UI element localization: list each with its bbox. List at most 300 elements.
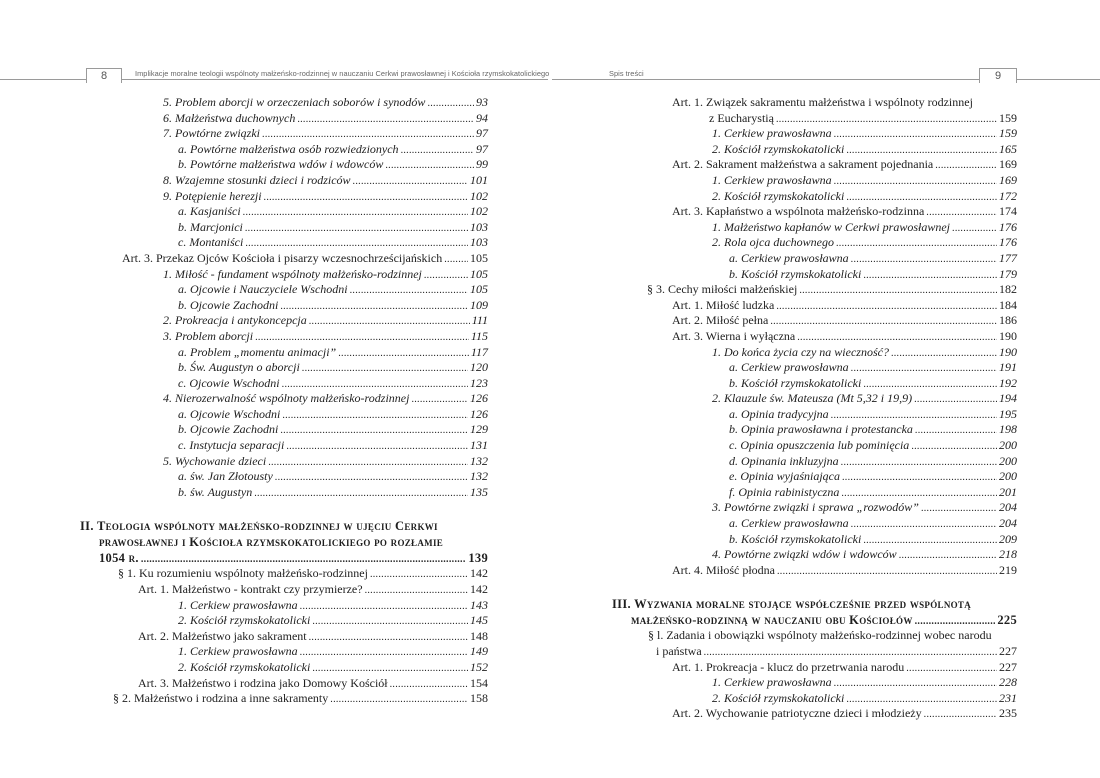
leader-dots	[836, 236, 997, 252]
toc-entry-page: 165	[999, 141, 1017, 156]
toc-entry-page: 154	[470, 675, 488, 690]
toc-entry-page: 200	[999, 438, 1017, 453]
chapter-title-line: 1054 r.	[99, 551, 139, 566]
leader-dots	[911, 439, 997, 455]
toc-entry	[80, 360, 488, 376]
leader-dots	[776, 299, 997, 315]
toc-entry-page: 105	[470, 282, 488, 297]
toc-entry	[612, 282, 1017, 298]
toc-entry	[80, 644, 488, 660]
toc-entry-title: Art. 2. Wychowanie patriotyczne dzieci i młodzieży	[672, 706, 922, 721]
toc-chapter-heading-iii	[612, 596, 1017, 628]
toc-entry-page: 102	[470, 188, 488, 203]
toc-entry-title: 2. Kościół rzymskokatolicki	[178, 660, 311, 674]
toc-entry-title: Art. 1. Małżeństwo - kontrakt czy przymierze?	[138, 582, 363, 597]
toc-entry-title: a. Ojcowie Wschodni	[178, 406, 281, 421]
toc-entry-title: Art. 2. Małżeństwo jako sakrament	[138, 628, 307, 643]
toc-entry-title: b. Kościół rzymskokatolicki	[729, 531, 862, 546]
toc-entry-page: 145	[470, 613, 488, 628]
toc-entry	[80, 676, 488, 692]
toc-entry-page: 97	[476, 126, 488, 141]
toc-entry-page: 131	[470, 438, 488, 453]
toc-entry	[80, 376, 488, 392]
toc-entry	[612, 95, 1017, 111]
leader-dots	[280, 423, 468, 439]
toc-entry-title: Art. 1. Prokreacja - klucz do przetrwania narodu	[672, 659, 905, 674]
leader-dots	[834, 127, 997, 143]
toc-entry	[80, 582, 488, 598]
toc-entry-title: 2. Kościół rzymskokatolicki	[712, 188, 845, 203]
leader-dots	[704, 645, 997, 661]
toc-entry	[612, 157, 1017, 173]
leader-dots	[309, 630, 468, 646]
toc-entry-title: a. Cerkiew prawosławna	[729, 250, 849, 265]
toc-entry	[612, 142, 1017, 158]
leader-dots	[851, 361, 997, 377]
toc-entry-page: 235	[999, 706, 1017, 721]
toc-entry	[612, 407, 1017, 423]
leader-dots	[427, 96, 474, 112]
toc-entry-title: 1. Do końca życia czy na wieczność?	[712, 344, 889, 359]
toc-entry	[80, 157, 488, 173]
toc-entry-title: 1. Cerkiew prawosławna	[712, 172, 832, 187]
toc-entry	[80, 111, 488, 127]
leader-dots	[851, 252, 997, 268]
toc-entry	[612, 189, 1017, 205]
toc-entry-page: 109	[470, 297, 488, 312]
toc-entry	[612, 204, 1017, 220]
leader-dots	[338, 346, 469, 362]
leader-dots	[243, 205, 468, 221]
toc-entry	[80, 613, 488, 629]
leader-dots	[309, 314, 470, 330]
toc-entry-title: c. Montaniści	[178, 235, 244, 250]
toc-entry-title: Art. 2. Sakrament małżeństwa a sakrament pojednania	[672, 157, 934, 172]
leader-dots	[275, 470, 468, 486]
toc-entry-title: 1. Cerkiew prawosławna	[178, 644, 298, 659]
leader-dots	[286, 439, 468, 455]
toc-entry-page: 186	[999, 313, 1017, 328]
toc-entry-page: 115	[470, 328, 488, 343]
leader-dots	[841, 486, 997, 502]
toc-entry-title: a. Opinia tradycyjna	[729, 406, 829, 421]
toc-entry	[80, 566, 488, 582]
leader-dots	[254, 486, 468, 502]
toc-entry-title: b. Kościół rzymskokatolicki	[729, 266, 862, 281]
left-running-title: Implikacje moralne teologii wspólnoty małżeńsko-rodzinnej w nauczaniu Cerkwi prawosławnej i Kościoła rzymskokatolickiego	[135, 69, 550, 78]
toc-entry-page: 209	[999, 531, 1017, 546]
toc-entry	[612, 298, 1017, 314]
leader-dots	[834, 174, 997, 190]
leader-dots	[842, 470, 997, 486]
leader-dots	[300, 599, 468, 615]
toc-entry-title: b. Marcjonici	[178, 219, 243, 234]
toc-entry-page: 129	[470, 422, 488, 437]
toc-entry	[80, 142, 488, 158]
toc-entry	[612, 345, 1017, 361]
leader-dots	[926, 205, 997, 221]
toc-entry	[612, 660, 1017, 676]
toc-entry-title: § l. Zadania i obowiązki wspólnoty małżeńsko-rodzinnej wobec narodu	[648, 628, 992, 643]
toc-entry	[80, 220, 488, 236]
toc-entry	[80, 298, 488, 314]
toc-list-left	[80, 95, 488, 500]
leader-dots	[385, 158, 474, 174]
leader-dots	[444, 252, 468, 268]
leader-dots	[777, 564, 997, 580]
toc-entry	[80, 391, 488, 407]
toc-entry-title: 1. Małżeństwo kapłanów w Cerkwi prawosławnej	[712, 219, 951, 234]
leader-dots	[899, 548, 997, 564]
toc-entry-page: 93	[476, 95, 488, 109]
toc-entry	[612, 235, 1017, 251]
toc-entry-title: Art. 3. Przekaz Ojców Kościoła i pisarzy wczesnochrześcijańskich	[122, 250, 443, 265]
toc-entry	[80, 235, 488, 251]
left-page	[80, 95, 488, 707]
toc-entry-title: § 2. Małżeństwo i rodzina a inne sakramenty	[113, 691, 329, 706]
leader-dots	[846, 692, 997, 708]
toc-entry-page: 143	[470, 597, 488, 612]
toc-entry-title: § 1. Ku rozumieniu wspólnoty małżeńsko-rodzinnej	[118, 566, 368, 581]
toc-entry	[80, 691, 488, 707]
toc-entry-title: 1. Miłość - fundament wspólnoty małżeńsko-rodzinnej	[163, 266, 422, 281]
toc-entry-page: 149	[470, 644, 488, 659]
chapter-page: 139	[468, 551, 488, 566]
toc-entry-page: 123	[470, 375, 488, 390]
toc-entry-page: 227	[999, 644, 1017, 658]
toc-entry-title: a. św. Jan Złotousty	[178, 469, 273, 484]
leader-dots	[370, 567, 468, 583]
leader-dots	[935, 158, 997, 174]
leader-dots	[851, 517, 997, 533]
toc-entry-title: 7. Powtórne związki	[163, 126, 261, 141]
toc-entry-title: b. Kościół rzymskokatolicki	[729, 375, 862, 390]
leader-dots	[264, 190, 468, 206]
toc-entry-title: 2. Kościół rzymskokatolicki	[712, 141, 845, 156]
toc-entry	[612, 500, 1017, 516]
toc-entry-page: 169	[999, 172, 1017, 187]
left-page-number: 8	[86, 68, 122, 83]
toc-entry	[80, 251, 488, 267]
toc-entry	[612, 675, 1017, 691]
toc-entry-page: 174	[999, 204, 1017, 219]
toc-entry-title: 1. Cerkiew prawosławna	[712, 675, 832, 690]
leader-dots	[915, 423, 997, 439]
leader-dots	[282, 377, 468, 393]
toc-entry-page: 111	[471, 313, 488, 328]
toc-entry-page: 158	[470, 691, 488, 706]
toc-entry-page: 200	[999, 469, 1017, 484]
toc-entry-title: 1. Cerkiew prawosławna	[712, 126, 832, 141]
toc-entry	[80, 126, 488, 142]
toc-entry-title: § 3. Cechy miłości małżeńskiej	[647, 282, 798, 297]
toc-entry-title: 1. Cerkiew prawosławna	[178, 597, 298, 612]
toc-entry-page: 190	[999, 328, 1017, 343]
header-rule-right	[552, 79, 1100, 80]
toc-entry-title: z Eucharystią	[709, 110, 774, 125]
leader-dots	[282, 408, 468, 424]
leader-dots	[846, 190, 997, 206]
toc-entry-title: 2. Kościół rzymskokatolicki	[712, 690, 845, 705]
toc-entry	[612, 220, 1017, 236]
toc-list-left-2	[80, 566, 488, 706]
toc-entry-title: a. Cerkiew prawosławna	[729, 516, 849, 531]
toc-entry-page: 117	[470, 344, 488, 359]
toc-entry-page: 218	[999, 547, 1017, 562]
toc-entry	[80, 189, 488, 205]
leader-dots	[401, 143, 474, 159]
toc-entry	[612, 267, 1017, 283]
leader-dots	[365, 583, 468, 599]
toc-entry-title: 6. Małżeństwa duchownych	[163, 110, 296, 125]
right-page-number: 9	[979, 68, 1017, 83]
toc-entry-page: 159	[999, 110, 1017, 125]
toc-entry-page: 97	[476, 141, 488, 156]
leader-dots	[841, 455, 997, 471]
toc-entry-title: 8. Wzajemne stosunki dzieci i rodziców	[163, 172, 351, 187]
leader-dots	[411, 392, 468, 408]
toc-entry-page: 204	[999, 500, 1017, 515]
leader-dots	[906, 661, 997, 677]
leader-dots	[268, 455, 468, 471]
toc-entry-page: 152	[470, 660, 488, 674]
toc-entry	[612, 469, 1017, 485]
toc-entry	[612, 329, 1017, 345]
toc-entry	[612, 485, 1017, 501]
toc-entry-page: 126	[470, 406, 488, 421]
chapter-title-line: II. Teologia wspólnoty małżeńsko-rodzinnej w ujęciu Cerkwi	[80, 519, 438, 534]
toc-entry	[80, 438, 488, 454]
toc-entry-title: b. Ojcowie Zachodni	[178, 297, 279, 312]
leader-dots	[312, 661, 468, 677]
leader-dots	[300, 645, 468, 661]
toc-entry-page: 176	[999, 219, 1017, 234]
toc-entry-page: 105	[470, 266, 488, 281]
toc-entry-page: 195	[999, 406, 1017, 421]
leader-dots	[770, 314, 997, 330]
leader-dots	[297, 112, 474, 128]
right-running-title: Spis treści	[609, 69, 644, 78]
toc-entry	[612, 251, 1017, 267]
toc-entry	[612, 360, 1017, 376]
toc-entry-title: 2. Klauzule św. Mateusza (Mt 5,32 i 19,9)	[712, 391, 913, 406]
leader-dots	[280, 299, 468, 315]
leader-dots	[952, 221, 997, 237]
toc-entry-page: 103	[470, 235, 488, 250]
toc-entry-title: Art. 3. Małżeństwo i rodzina jako Domowy Kościół	[138, 675, 388, 690]
toc-entry-page: 172	[999, 188, 1017, 203]
toc-entry	[80, 454, 488, 470]
toc-entry	[612, 454, 1017, 470]
leader-dots	[863, 268, 997, 284]
toc-entry-page: 142	[470, 582, 488, 597]
toc-entry	[612, 376, 1017, 392]
toc-entry	[80, 313, 488, 329]
chapter-title-line: małżeńsko-rodzinną w nauczaniu obu Kościołów	[631, 613, 913, 628]
header-rule-left	[0, 79, 548, 80]
toc-entry-title: 5. Problem aborcji w orzeczeniach soborów i synodów	[163, 95, 426, 109]
toc-entry	[612, 173, 1017, 189]
toc-entry-title: Art. 1. Związek sakramentu małżeństwa i wspólnoty rodzinnej	[672, 95, 973, 109]
toc-entry-title: 4. Nierozerwalność wspólnoty małżeńsko-rodzinnej	[163, 391, 410, 406]
toc-entry-page: 169	[999, 157, 1017, 172]
toc-entry-title: a. Cerkiew prawosławna	[729, 360, 849, 375]
leader-dots	[914, 392, 997, 408]
leader-dots	[350, 283, 468, 299]
toc-entry-title: a. Ojcowie i Nauczyciele Wschodni	[178, 282, 348, 297]
toc-entry-page: 179	[999, 266, 1017, 281]
toc-entry	[612, 111, 1017, 127]
toc-entry-title: 5. Wychowanie dzieci	[163, 453, 267, 468]
toc-entry-page: 142	[470, 566, 488, 581]
leader-dots	[831, 408, 997, 424]
toc-entry-page: 204	[999, 516, 1017, 531]
toc-entry	[612, 532, 1017, 548]
toc-entry	[612, 126, 1017, 142]
toc-entry-title: b. Opinia prawosławna i protestancka	[729, 422, 913, 437]
toc-entry	[80, 95, 488, 111]
toc-entry-page: 132	[470, 469, 488, 484]
leader-dots	[863, 533, 997, 549]
toc-entry-title: c. Ojcowie Wschodni	[178, 375, 280, 390]
toc-entry-page: 102	[470, 204, 488, 219]
toc-entry-title: 3. Powtórne związki i sprawa „rozwodów”	[712, 500, 919, 515]
toc-entry-page: 201	[999, 484, 1017, 499]
toc-entry-title: c. Opinia opuszczenia lub pominięcia	[729, 438, 910, 453]
toc-entry-page: 231	[999, 690, 1017, 705]
toc-entry-title: 2. Kościół rzymskokatolicki	[178, 613, 311, 628]
toc-entry	[80, 282, 488, 298]
toc-entry	[612, 706, 1017, 722]
toc-entry	[80, 267, 488, 283]
toc-entry-page: 101	[470, 172, 488, 187]
toc-entry	[612, 563, 1017, 579]
leader-dots	[924, 707, 997, 723]
toc-entry-title: Art. 1. Miłość ludzka	[672, 297, 775, 312]
toc-entry	[80, 469, 488, 485]
toc-entry	[80, 345, 488, 361]
leader-dots	[312, 614, 468, 630]
toc-entry-page: 194	[999, 391, 1017, 406]
toc-entry	[612, 644, 1017, 660]
toc-entry-page: 228	[999, 675, 1017, 690]
toc-entry-title: e. Opinia wyjaśniająca	[729, 469, 840, 484]
toc-entry-page: 200	[999, 453, 1017, 468]
toc-entry-title: Art. 2. Miłość pełna	[672, 313, 769, 328]
toc-entry-page: 198	[999, 422, 1017, 437]
toc-entry-title: i państwa	[656, 644, 702, 658]
leader-dots	[891, 346, 997, 362]
toc-entry-page: 105	[470, 250, 488, 265]
leader-dots	[255, 330, 469, 346]
toc-entry-title: b. św. Augustyn	[178, 484, 253, 499]
toc-chapter-heading-ii	[80, 518, 488, 566]
toc-entry-page: 120	[470, 360, 488, 375]
leader-dots	[424, 268, 468, 284]
toc-entry-page: 227	[999, 659, 1017, 674]
leader-dots	[799, 283, 997, 299]
leader-dots	[330, 692, 468, 708]
leader-dots	[262, 127, 474, 143]
leader-dots	[245, 221, 468, 237]
toc-entry	[612, 422, 1017, 438]
leader-dots	[797, 330, 997, 346]
toc-entry-page: 135	[470, 484, 488, 499]
leader-dots	[353, 174, 468, 190]
toc-entry-title: 4. Powtórne związki wdów i wdowców	[712, 547, 897, 562]
toc-entry-page: 219	[999, 562, 1017, 577]
toc-entry-page: 159	[999, 126, 1017, 141]
toc-entry	[612, 391, 1017, 407]
toc-entry-title: c. Instytucja separacji	[178, 438, 285, 453]
toc-entry-title: a. Problem „momentu animacji”	[178, 344, 337, 359]
toc-entry-title: b. Ojcowie Zachodni	[178, 422, 279, 437]
toc-entry-page: 184	[999, 297, 1017, 312]
toc-entry	[80, 629, 488, 645]
toc-entry-title: 2. Rola ojca duchownego	[712, 235, 834, 250]
chapter-page: 225	[997, 613, 1017, 628]
toc-entry	[80, 329, 488, 345]
toc-entry-title: Art. 4. Miłość płodna	[672, 562, 775, 577]
toc-entry-title: a. Powtórne małżeństwa osób rozwiedzionych	[178, 141, 399, 156]
toc-entry-page: 99	[476, 157, 488, 172]
toc-entry	[612, 547, 1017, 563]
leader-dots	[302, 361, 468, 377]
chapter-title-line: prawosławnej i Kościoła rzymskokatolickiego po rozłamie	[99, 535, 444, 550]
toc-entry-page: 132	[470, 453, 488, 468]
toc-entry	[612, 516, 1017, 532]
toc-entry-title: a. Kasjaniści	[178, 204, 241, 219]
toc-entry	[80, 173, 488, 189]
toc-entry-title: Art. 3. Kapłaństwo a wspólnota małżeńsko-rodzinna	[672, 204, 925, 219]
right-page	[612, 95, 1017, 722]
toc-entry-title: 9. Potępienie herezji	[163, 188, 262, 203]
toc-entry-page: 191	[999, 360, 1017, 375]
toc-entry-title: f. Opinia rabinistyczna	[729, 484, 840, 499]
toc-entry-title: 2. Prokreacja i antykoncepcja	[163, 313, 307, 328]
leader-dots	[776, 112, 997, 128]
toc-entry	[612, 438, 1017, 454]
toc-entry-page: 103	[470, 219, 488, 234]
leader-dots	[921, 501, 997, 517]
leader-dots	[245, 236, 468, 252]
toc-entry	[80, 598, 488, 614]
toc-list-right-2	[612, 628, 1017, 722]
leader-dots	[390, 677, 468, 693]
toc-entry	[80, 485, 488, 501]
toc-entry	[80, 204, 488, 220]
toc-entry-title: d. Opinania inkluzyjna	[729, 453, 839, 468]
toc-entry-page: 126	[470, 391, 488, 406]
toc-entry-page: 177	[999, 250, 1017, 265]
toc-entry	[80, 660, 488, 676]
toc-entry-page: 176	[999, 235, 1017, 250]
toc-entry-title: b. Św. Augustyn o aborcji	[178, 360, 300, 375]
toc-entry	[80, 407, 488, 423]
toc-entry	[612, 628, 1017, 644]
leader-dots	[863, 377, 997, 393]
leader-dots	[846, 143, 997, 159]
toc-entry	[612, 313, 1017, 329]
toc-entry-page: 94	[476, 110, 488, 125]
toc-entry-page: 182	[999, 282, 1017, 297]
toc-entry	[80, 422, 488, 438]
toc-list-right	[612, 95, 1017, 578]
toc-entry-title: b. Powtórne małżeństwa wdów i wdowców	[178, 157, 384, 172]
toc-entry-page: 148	[470, 628, 488, 643]
leader-dots	[834, 676, 997, 692]
toc-entry-page: 190	[999, 344, 1017, 359]
